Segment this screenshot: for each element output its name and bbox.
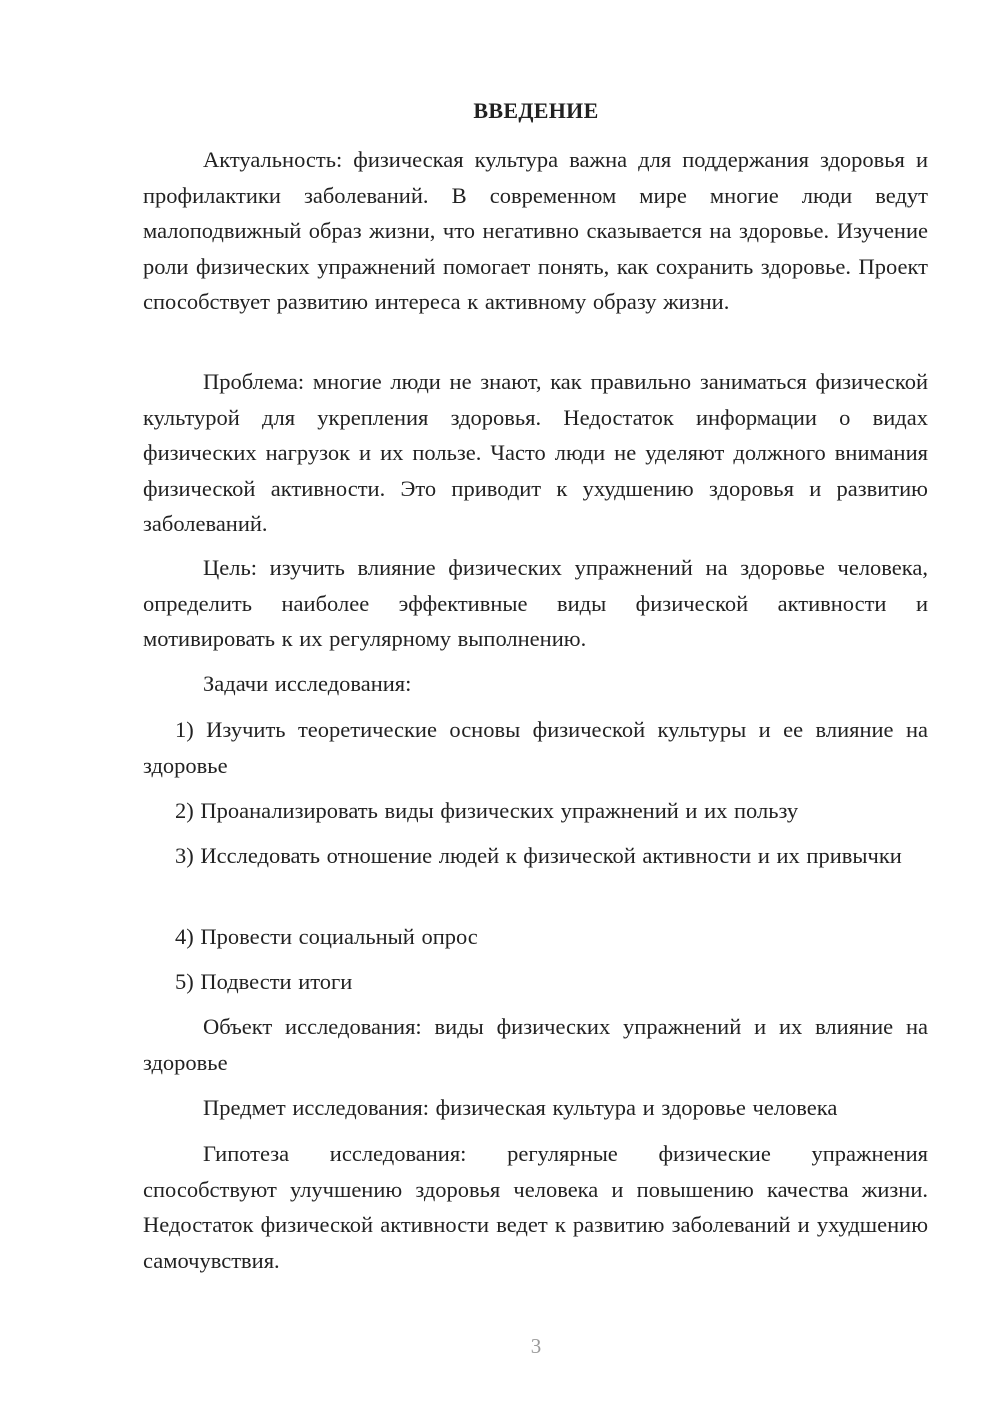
subject-paragraph: Предмет исследования: физическая культура и здоровье человека: [203, 1095, 838, 1120]
task-item-2: 2) Проанализировать виды физических упражнений и их пользу: [175, 798, 799, 823]
relevance-paragraph: Актуальность: физическая культура важна для поддержания здоровья и профилактики заболеваний. В современном мире многие люди ведут малоподвижный образ жизни, что негативно сказывается на здоровье. Изучение роли физических упражнений помогает понять, как сохранить здоровье. Проект способствует развитию интереса к активному образу жизни.: [143, 147, 928, 314]
goal-paragraph: Цель: изучить влияние физических упражнений на здоровье человека, определить наиболее эффективные виды физической активности и мотивировать к их регулярному выполнению.: [143, 555, 928, 651]
task-item-4: 4) Провести социальный опрос: [175, 924, 478, 949]
problem-paragraph: Проблема: многие люди не знают, как правильно заниматься физической культурой для укрепления здоровья. Недостаток информации о видах физических нагрузок и их пользе. Часто люди не уделяют должного внимания физической активности. Это приводит к ухудшению здоровья и развитию заболеваний.: [143, 369, 928, 536]
page-number: 3: [530, 1334, 542, 1358]
tasks-heading: Задачи исследования:: [203, 671, 412, 696]
hypothesis-paragraph: Гипотеза исследования: регулярные физические упражнения способствуют улучшению здоровья человека и повышению качества жизни. Недостаток физической активности ведет к развитию заболеваний и ухудшению самочувствия.: [143, 1141, 928, 1273]
task-item-5: 5) Подвести итоги: [175, 969, 353, 994]
object-paragraph: Объект исследования: виды физических упражнений и их влияние на здоровье: [143, 1014, 928, 1075]
task-item-1: 1) Изучить теоретические основы физической культуры и ее влияние на здоровье: [143, 717, 928, 778]
page-title: ВВЕДЕНИЕ: [473, 98, 599, 123]
task-item-3: 3) Исследовать отношение людей к физической активности и их привычки: [175, 843, 902, 868]
